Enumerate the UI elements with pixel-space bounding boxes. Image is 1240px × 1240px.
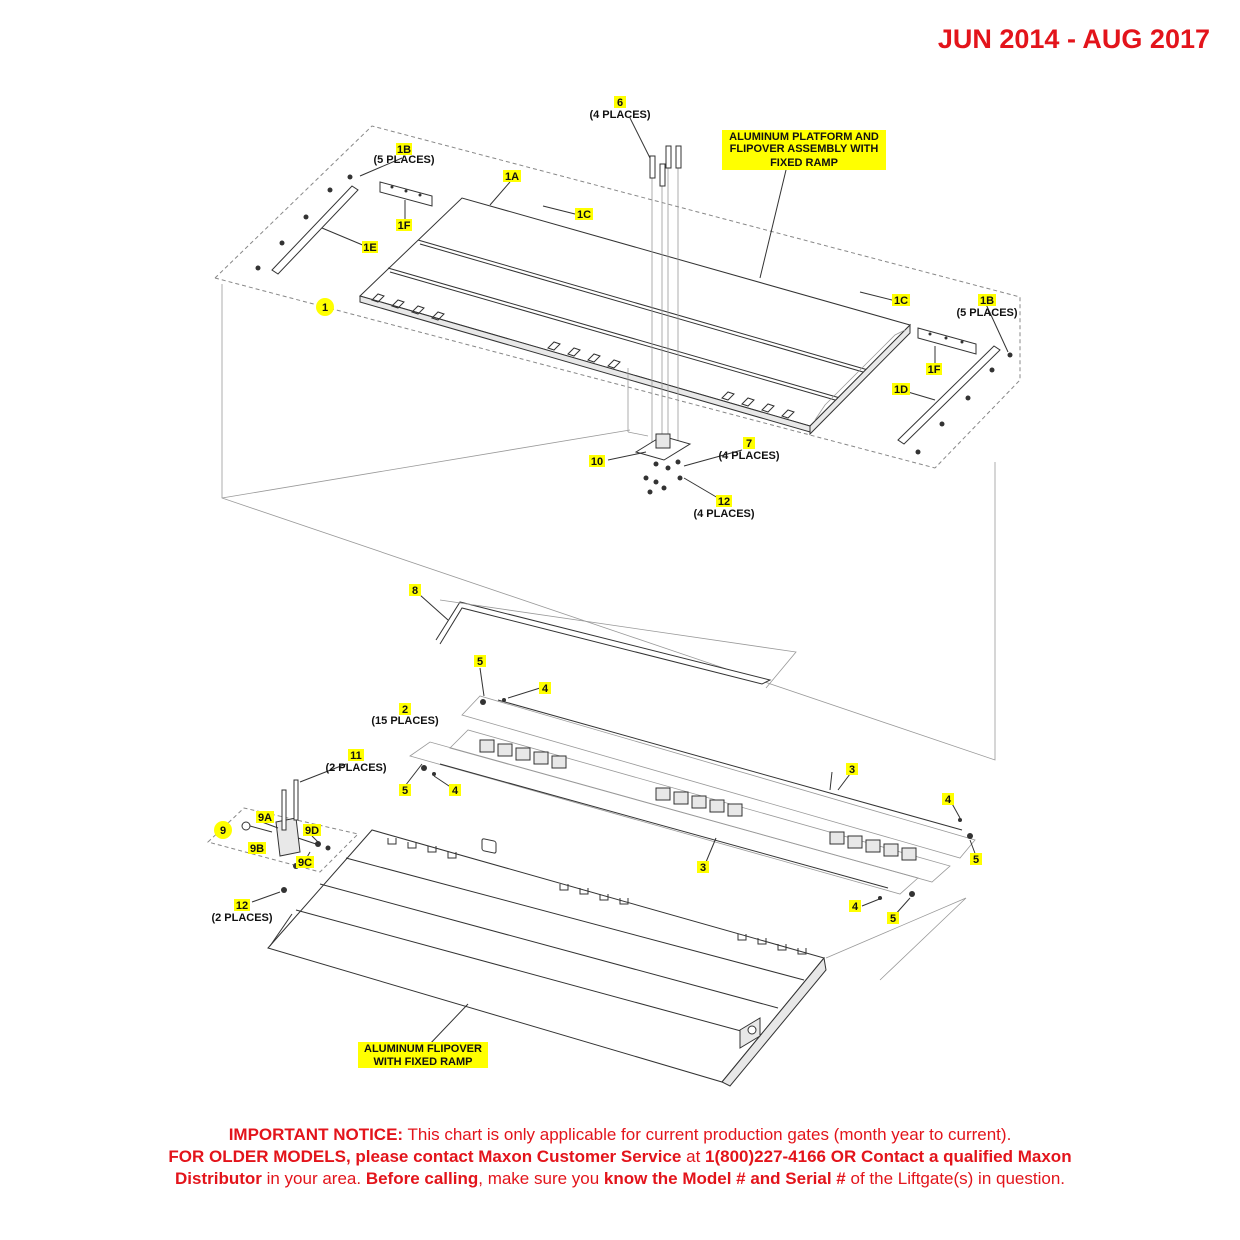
top-assembly-envelope xyxy=(215,126,1020,760)
plate-1f-left xyxy=(380,182,432,215)
callout-11: 11 xyxy=(350,750,362,762)
callout-1b-right: 1B xyxy=(979,295,995,307)
callout-1c-left: 1C xyxy=(576,209,592,221)
callout-12-top-places: (4 PLACES) xyxy=(693,508,755,520)
callout-1c-right: 1C xyxy=(893,295,909,307)
platform-1a xyxy=(360,198,910,434)
callout-12-bottom: 12 xyxy=(235,900,249,912)
callout-9d: 9D xyxy=(304,825,320,837)
callout-1f-right: 1F xyxy=(927,364,941,376)
callout-2: 2 xyxy=(401,704,409,716)
date-range-title: JUN 2014 - AUG 2017 xyxy=(937,24,1210,54)
callout-8: 8 xyxy=(411,585,419,597)
callout-12-bottom-places: (2 PLACES) xyxy=(211,912,273,924)
callout-7-places: (4 PLACES) xyxy=(718,450,780,462)
notice-line-3: Distributor in your area. Before calling, make sure you know the Model # and Serial # of the Liftgate(s) in question. xyxy=(174,1169,1066,1188)
callout-5-d: 5 xyxy=(889,913,897,925)
callout-10: 10 xyxy=(590,456,604,468)
callout-11-places: (2 PLACES) xyxy=(325,762,387,774)
callout-1d: 1D xyxy=(893,384,909,396)
callout-5-c: 5 xyxy=(972,854,980,866)
callout-1e: 1E xyxy=(363,242,377,254)
callout-1: 1 xyxy=(321,302,329,314)
callout-4-a: 4 xyxy=(541,683,549,695)
assembly-label-1: ALUMINUM PLATFORM AND xyxy=(729,131,879,143)
callout-9: 9 xyxy=(219,825,227,837)
callout-5-b: 5 xyxy=(401,785,409,797)
notice-line-2: FOR OLDER MODELS, please contact Maxon Customer Service at 1(800)227-4166 OR Contact a qualified Maxon xyxy=(168,1147,1072,1166)
callout-1a: 1A xyxy=(504,171,520,183)
rod-8 xyxy=(420,595,796,688)
assembly-label-3: FIXED RAMP xyxy=(770,157,838,169)
shaft-3-upper xyxy=(462,696,975,858)
flipover-label-1: ALUMINUM FLIPOVER xyxy=(364,1043,482,1055)
callout-4-c: 4 xyxy=(944,794,952,806)
callout-1b-right-places: (5 PLACES) xyxy=(956,307,1018,319)
callout-1b-left: 1B xyxy=(396,144,412,156)
callout-7: 7 xyxy=(745,438,753,450)
callout-5-a: 5 xyxy=(476,656,484,668)
callout-6-places: (4 PLACES) xyxy=(589,109,651,121)
callout-12-top: 12 xyxy=(717,496,731,508)
callout-1b-left-places: (5 PLACES) xyxy=(373,154,435,166)
callout-3-b: 3 xyxy=(699,862,707,874)
assembly-label-2: FLIPOVER ASSEMBLY WITH xyxy=(729,143,879,155)
callout-4-d: 4 xyxy=(851,901,859,913)
plate-10 xyxy=(636,434,690,495)
callout-9a: 9A xyxy=(257,812,273,824)
callout-2-places: (15 PLACES) xyxy=(371,715,439,727)
callout-1f-left: 1F xyxy=(397,220,411,232)
plate-1f-right xyxy=(918,328,976,362)
callout-9b: 9B xyxy=(249,843,265,855)
important-notice xyxy=(60,1124,1180,1190)
callout-9c: 9C xyxy=(297,857,313,869)
callout-4-b: 4 xyxy=(451,785,459,797)
flipover-label-2: WITH FIXED RAMP xyxy=(373,1056,473,1068)
notice-line-1: IMPORTANT NOTICE: This chart is only applicable for current production gates (month year to current). xyxy=(228,1125,1012,1144)
callout-6: 6 xyxy=(616,97,624,109)
callout-3-a: 3 xyxy=(848,764,856,776)
bracket-1d xyxy=(898,346,1013,455)
